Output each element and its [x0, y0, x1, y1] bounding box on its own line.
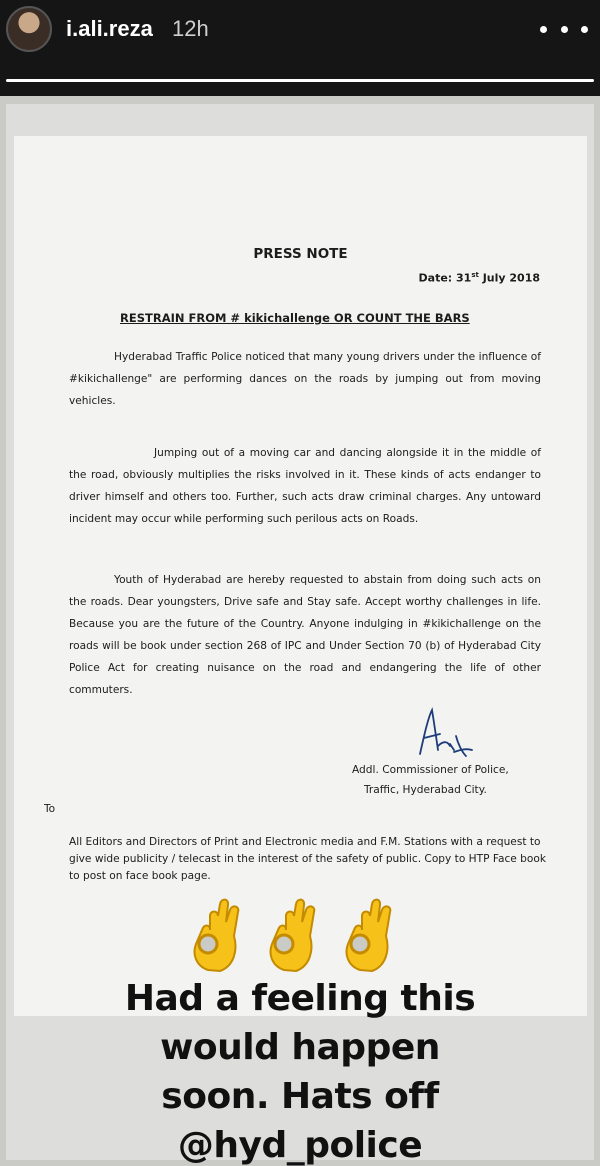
signature-office: Traffic, Hyderabad City. — [364, 784, 487, 796]
ok-hand-emoji — [340, 896, 398, 974]
story-username[interactable]: i.ali.reza — [66, 16, 153, 41]
handwritten-signature — [414, 706, 474, 761]
ok-hand-emoji — [188, 896, 246, 974]
story-time-ago: 12h — [172, 16, 209, 41]
profile-avatar[interactable] — [6, 6, 52, 52]
story-caption — [0, 974, 600, 1166]
caption-line: would happen — [160, 1027, 440, 1068]
signature-title: Addl. Commissioner of Police, — [352, 764, 509, 776]
story-progress-bar — [6, 79, 594, 82]
emoji-stickers — [188, 896, 398, 976]
ok-hand-emoji — [264, 896, 322, 974]
paragraph-3: Youth of Hyderabad are hereby requested to abstain from doing such acts on the roads. Dear youngsters, Drive safe and Stay safe. Accept worthy challenges in life. Because you are the future of the Country. Anyone indulging in #kikichallenge on the roads will be book under section 268 of IPC and Under Section 70 (b) of Hyderabad City Police Act for creating nuisance on the road and endangering the life of other commuters. — [69, 574, 541, 696]
recipients-text: All Editors and Directors of Print and Electronic media and F.M. Stations with a request to give wide publicity / telecast in the interest of the safety of public. Copy to HTP Face book to post on face book page. — [69, 836, 547, 882]
caption-line: soon. Hats off — [161, 1076, 439, 1117]
caption-mention[interactable]: @hyd_police — [177, 1125, 423, 1166]
date-suffix: st — [471, 271, 479, 279]
date-rest: July 2018 — [478, 271, 540, 285]
more-options-icon[interactable] — [540, 16, 588, 42]
signature-block — [352, 760, 509, 800]
press-note-document — [14, 136, 587, 1016]
to-label: To — [44, 803, 56, 815]
story-photo[interactable] — [0, 96, 600, 1166]
paragraph-2: Jumping out of a moving car and dancing alongside it in the middle of the road, obviously multiplies the risks involved in it. These kinds of acts endanger to driver himself and others too. Further, such acts draw criminal charges. Any untoward incident may occur while performing such perilous acts on Roads. — [69, 447, 541, 525]
paragraph-1: Hyderabad Traffic Police noticed that many young drivers under the influence of #kikichallenge" are performing dances on the roads by jumping out from moving vehicles. — [69, 351, 541, 407]
caption-line: Had a feeling this — [124, 978, 476, 1019]
date-prefix: Date: 31 — [418, 271, 472, 285]
document-date — [419, 271, 540, 285]
document-title: PRESS NOTE — [253, 246, 348, 262]
story-header — [0, 0, 600, 96]
document-subject: RESTRAIN FROM # kikichallenge OR COUNT THE BARS — [120, 311, 470, 325]
